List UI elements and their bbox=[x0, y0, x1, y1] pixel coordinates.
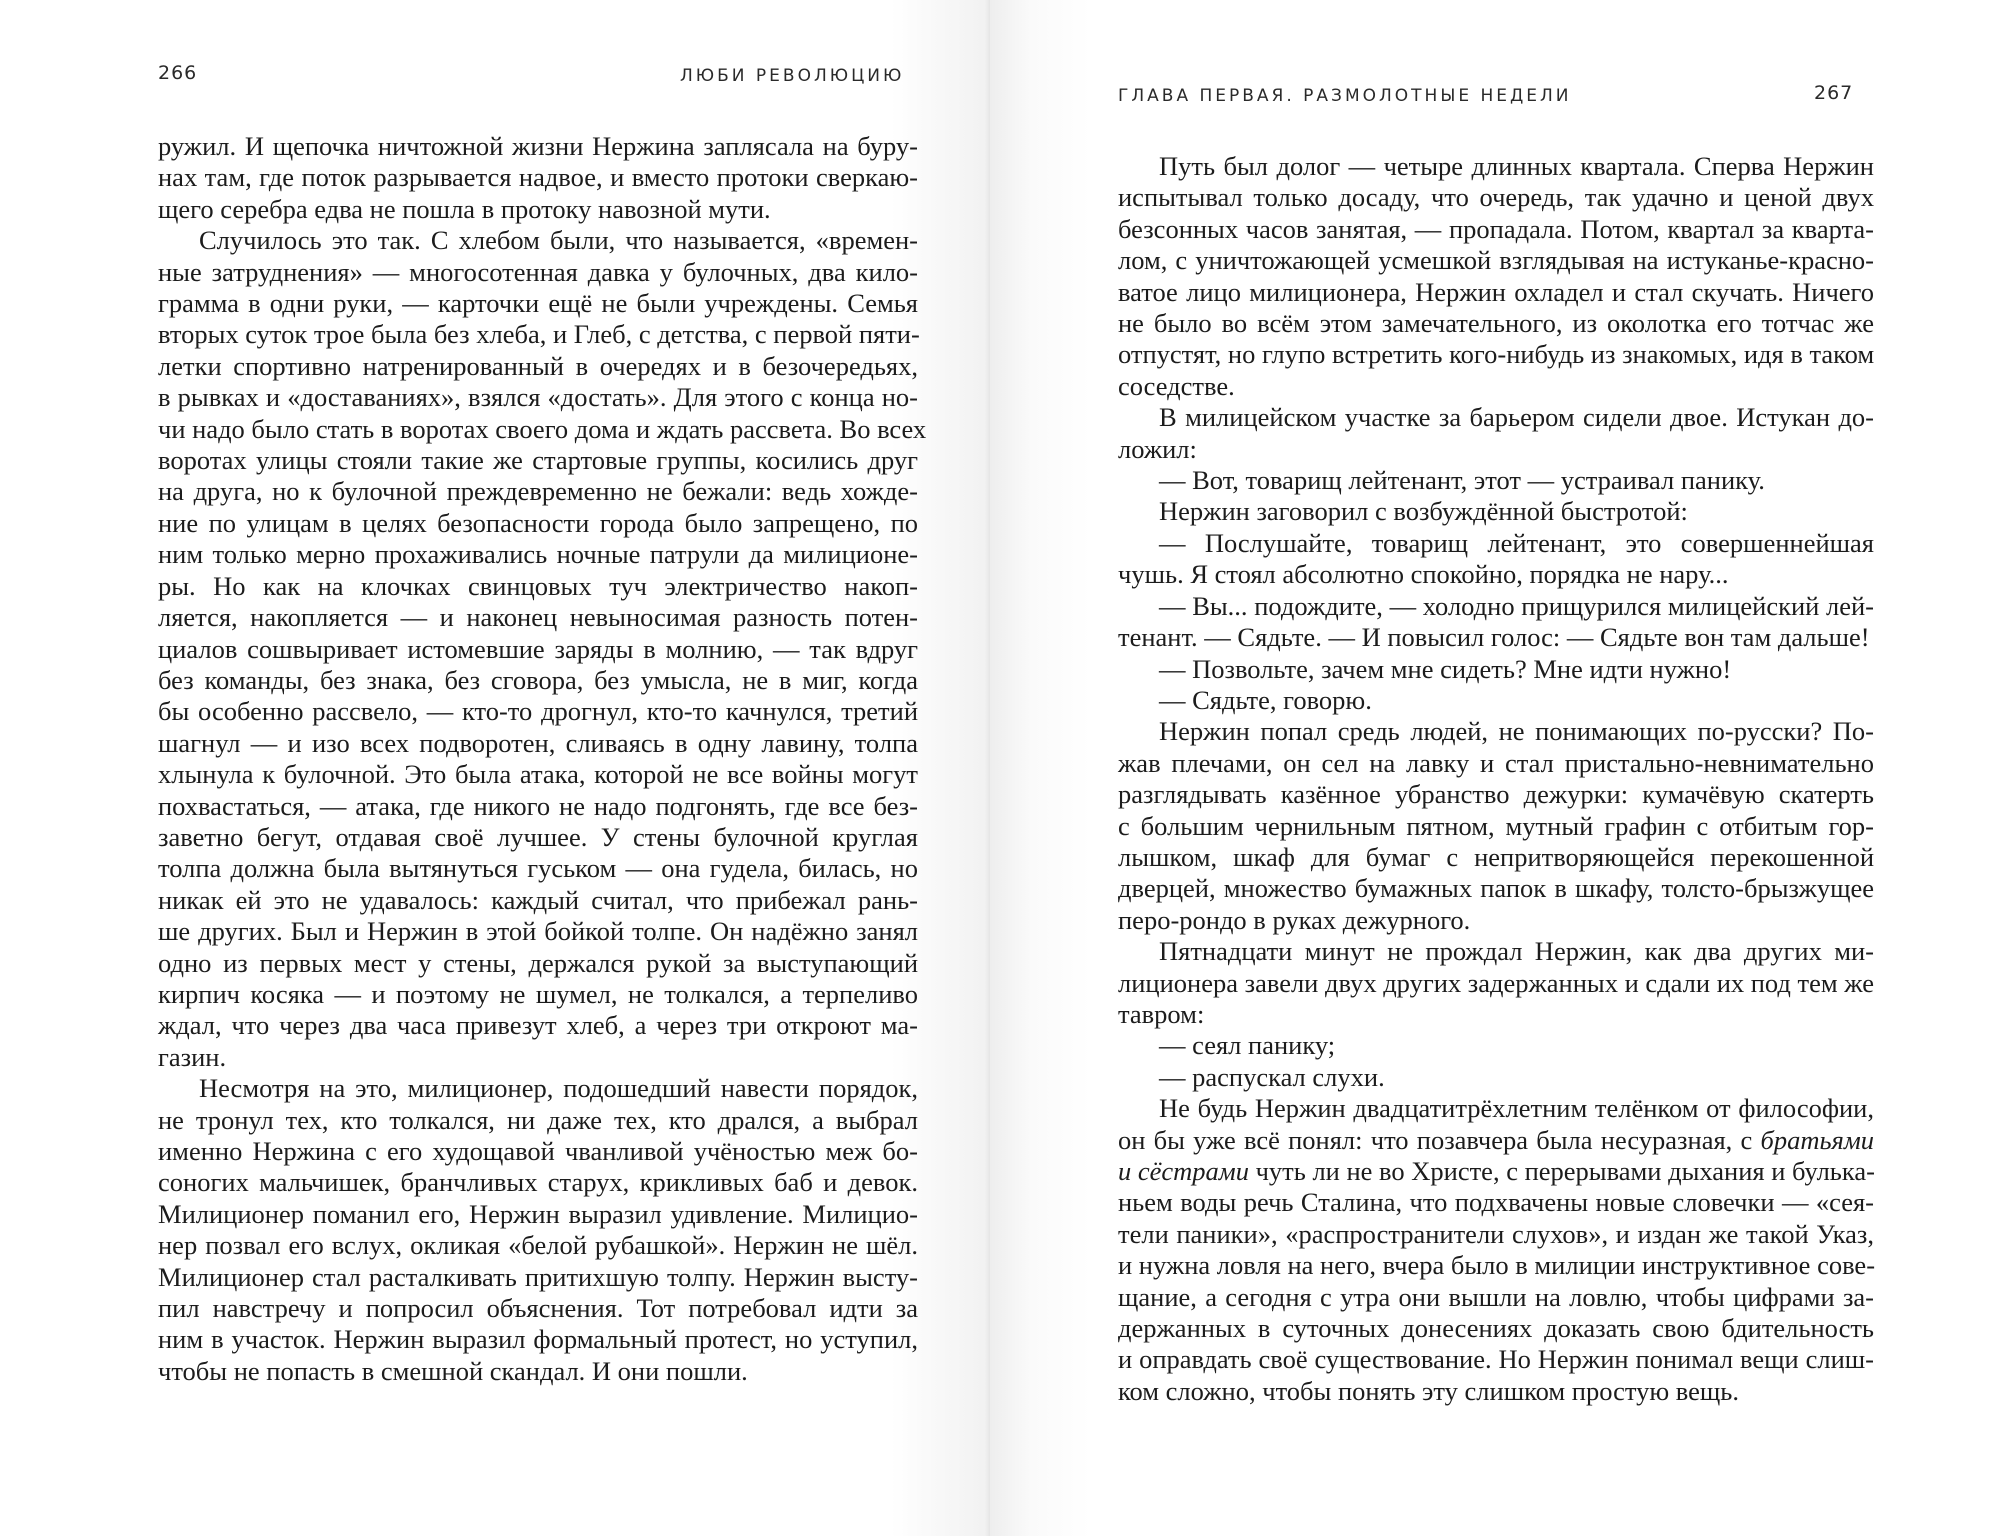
text-line: на друга, но к булочной преждевременно не бежали: ведь хожде- bbox=[158, 476, 918, 507]
text-line: ложил: bbox=[1118, 433, 1197, 464]
text-line: чи надо было стать в воротах своего дома и ждать рассвета. Во всех bbox=[158, 413, 927, 444]
right-page-number: 267 bbox=[1814, 82, 1854, 104]
text-line: Пятнадцати минут не прождал Нержин, как два других ми- bbox=[1159, 936, 1874, 967]
text-line: Случилось это так. С хлебом были, что называется, «времен- bbox=[199, 225, 918, 256]
text-line: ним в участок. Нержин выразил формальный протест, но уступил, bbox=[158, 1324, 918, 1355]
text-line: ним только мерно прохаживались ночные патрули да милиционе- bbox=[158, 539, 918, 570]
text-line: — Вот, товарищ лейтенант, этот — устраивал панику. bbox=[1159, 465, 1765, 496]
text-line: — распускал слухи. bbox=[1159, 1061, 1385, 1092]
text-line: щего серебра едва не пошла в протоку навозной мути. bbox=[158, 193, 771, 224]
text-line-with-italic bbox=[1118, 1125, 1874, 1156]
text-line: ные затруднения» — многосотенная давка у булочных, два кило- bbox=[158, 256, 918, 287]
text-line: лышком, шкаф для бумаг с непритворяющейся перекошенной bbox=[1118, 841, 1874, 872]
text-line: ше других. Был и Нержин в этой бойкой толпе. Он надёжно занял bbox=[158, 916, 918, 947]
text-line: никак ей это не удавалось: каждый считал, что прибежал рань- bbox=[158, 884, 918, 915]
text-line: Нержин попал средь людей, не понимающих по-русски? По- bbox=[1159, 716, 1874, 747]
text-line: — сеял панику; bbox=[1159, 1030, 1336, 1061]
text-line: ждал, что через два часа привезут хлеб, а через три откроют ма- bbox=[158, 1010, 918, 1041]
text-line: Путь был долог — четыре длинных квартала. Сперва Нержин bbox=[1159, 151, 1874, 181]
text-line: Не будь Нержин двадцатитрёхлетним телёнком от философии, bbox=[1159, 1093, 1874, 1124]
text-line: грамма в одни руки, — карточки ещё не были учреждены. Семья bbox=[158, 288, 918, 319]
text-line: — Сядьте, говорю. bbox=[1159, 684, 1372, 715]
text-line: нах там, где поток разрывается надвое, и вместо протоки сверкаю- bbox=[158, 162, 918, 193]
text-line: безсонных часов занятая, — пропадала. Потом, квартал за кварта- bbox=[1118, 213, 1874, 244]
text-line: Несмотря на это, милиционер, подошедший навести порядок, bbox=[199, 1073, 918, 1104]
text-line: циалов сошвыривает истомевшие заряды в молнию, — так вдруг bbox=[158, 633, 918, 664]
text-line: ляется, накопляется — и наконец невыносимая разность потен- bbox=[158, 602, 918, 633]
italic-phrase: и сёстрами bbox=[1118, 1156, 1249, 1186]
right-running-head: ГЛАВА ПЕРВАЯ. РАЗМОЛОТНЫЕ НЕДЕЛИ bbox=[1118, 86, 1572, 106]
text-line: разглядывать казённое убранство дежурки: кумачёвую скатерть bbox=[1118, 779, 1874, 810]
text-line: нер позвал его вслух, окликая «белой рубашкой». Нержин не шёл. bbox=[158, 1230, 918, 1261]
text-line: чушь. Я стоял абсолютно спокойно, порядка не нару... bbox=[1118, 559, 1729, 590]
text-line: чтобы не попасть в смешной скандал. И они пошли. bbox=[158, 1355, 748, 1386]
text-line: дверцей, множество бумажных папок в шкафу, толсто-брызжущее bbox=[1118, 873, 1874, 904]
text-line: и нужна ловля на него, вчера было в милиции инструктивное сове- bbox=[1118, 1250, 1876, 1281]
text-line: не тронул тех, кто толкался, ни даже тех, кто дрался, а выбрал bbox=[158, 1104, 918, 1135]
text-line: бы особенно рассвело, — кто-то дрогнул, кто-то качнулся, третий bbox=[158, 696, 918, 727]
text-line: лом, с уничтожающей усмешкой взглядывая на истуканье-красно- bbox=[1118, 245, 1874, 276]
text-line: испытывал только досаду, что очередь, так удачно и ценой двух bbox=[1118, 182, 1874, 213]
text-fragment: он бы уже всё понял: что позавчера была несуразная, с bbox=[1118, 1124, 1753, 1155]
text-line: Милиционер стал расталкивать притихшую толпу. Нержин высту- bbox=[158, 1261, 918, 1292]
text-line: кирпич косяка — и поэтому не шумел, не толкался, а терпеливо bbox=[158, 978, 918, 1009]
text-line: толпа должна была вытянуться гуськом — она гудела, билась, но bbox=[158, 853, 918, 884]
text-line: тенант. — Сядьте. — И повысил голос: — Сядьте вон там дальше! bbox=[1118, 622, 1870, 653]
text-line: тавром: bbox=[1118, 998, 1205, 1029]
text-line: — Послушайте, товарищ лейтенант, это совершеннейшая bbox=[1159, 527, 1874, 558]
text-line: хлынула к булочной. Это была атака, которой не все войны могут bbox=[158, 759, 918, 790]
text-line: ры. Но как на клочках свинцовых туч электричество накоп- bbox=[158, 570, 918, 601]
text-line: ружил. И щепочка ничтожной жизни Нержина заплясала на буру- bbox=[158, 131, 918, 161]
text-line: соногих мальчишек, бранчливых старух, крикливых баб и девок. bbox=[158, 1167, 918, 1198]
text-line: воротах улицы стояли такие же стартовые группы, косились друг bbox=[158, 445, 918, 476]
text-line: в рывках и «доставаниях», взялся «достать». Для этого с конца но- bbox=[158, 382, 918, 413]
text-line: — Позвольте, зачем мне сидеть? Мне идти нужно! bbox=[1159, 653, 1732, 684]
text-line: с большим чернильным пятном, мутный графин с отбитым гор- bbox=[1118, 810, 1874, 841]
text-line: соседстве. bbox=[1118, 370, 1235, 401]
text-line: вторых суток трое была без хлеба, и Глеб, с детства, с первой пяти- bbox=[158, 319, 920, 350]
text-fragment: чуть ли не во Христе, с перерывами дыхания и булька- bbox=[1255, 1156, 1875, 1186]
text-line: похвастаться, — атака, где никого не надо подгонять, где все без- bbox=[158, 790, 918, 821]
text-line: именно Нержина с его худощавой чванливой учёностью меж бо- bbox=[158, 1136, 918, 1166]
text-line: Милиционер поманил его, Нержин выразил удивление. Милицио- bbox=[158, 1198, 918, 1229]
text-line: перо-рондо в руках дежурного. bbox=[1118, 904, 1471, 935]
text-line: щание, а сегодня с утра они вышли на ловлю, чтобы цифрами за- bbox=[1118, 1281, 1874, 1312]
text-line: лиционера завели двух других задержанных и сдали их под тем же bbox=[1118, 967, 1874, 998]
text-line-with-italic bbox=[1118, 1156, 1874, 1187]
text-line: — Вы... подождите, — холодно прищурился милицейский лей- bbox=[1159, 590, 1874, 621]
right-page bbox=[990, 0, 2000, 1536]
text-line: В милицейском участке за барьером сидели двое. Истукан до- bbox=[1159, 402, 1874, 433]
text-line: ние по улицам в целях безопасности города было запрещено, по bbox=[158, 507, 918, 538]
text-line: без команды, без знака, без сговора, без умысла, не в миг, когда bbox=[158, 664, 918, 695]
text-line: одно из первых мест у стены, держался рукой за выступающий bbox=[158, 947, 918, 978]
text-line: ньем воды речь Сталина, что подхвачены новые словечки — «сея- bbox=[1118, 1187, 1874, 1218]
left-body-text bbox=[158, 131, 927, 1387]
text-line: не было во всём этом замечательного, из околотка его тотчас же bbox=[1118, 308, 1874, 339]
text-line: и оправдать своё существование. Но Нержин понимал вещи слиш- bbox=[1118, 1344, 1874, 1375]
left-page-number: 266 bbox=[158, 62, 198, 84]
italic-phrase: братьями bbox=[1760, 1124, 1875, 1155]
left-running-head: ЛЮБИ РЕВОЛЮЦИЮ bbox=[680, 66, 905, 86]
text-line: шагнул — и изо всех подворотен, сливаясь в одну лавину, толпа bbox=[158, 727, 918, 758]
text-line: летки спортивно натренированный в очередях и в безочередьях, bbox=[158, 350, 918, 381]
text-line: жав плечами, он сел на лавку и стал пристально-невнимательно bbox=[1118, 747, 1874, 778]
text-line: газин. bbox=[158, 1041, 227, 1072]
text-line: Нержин заговорил с возбуждённой быстротой: bbox=[1159, 496, 1688, 527]
text-line: ватое лицо милиционера, Нержин охладел и стал скучать. Ничего bbox=[1118, 276, 1874, 307]
text-line: заветно бегут, отдавая своё лучшее. У стены булочной круглая bbox=[158, 821, 918, 852]
text-line: отпустят, но глупо встретить кого-нибудь из знакомых, идя в таком bbox=[1118, 339, 1875, 370]
left-page bbox=[0, 0, 990, 1536]
text-line: пил навстречу и попросил объяснения. Тот потребовал идти за bbox=[158, 1293, 918, 1324]
right-body-text bbox=[1118, 151, 1874, 1407]
text-line: держанных в суточных донесениях доказать свою бдительность bbox=[1118, 1313, 1874, 1344]
text-line: тели паники», «распространители слухов», и издан же такой Указ, bbox=[1118, 1218, 1874, 1249]
text-line: ком сложно, чтобы понять эту слишком простую вещь. bbox=[1118, 1375, 1740, 1406]
